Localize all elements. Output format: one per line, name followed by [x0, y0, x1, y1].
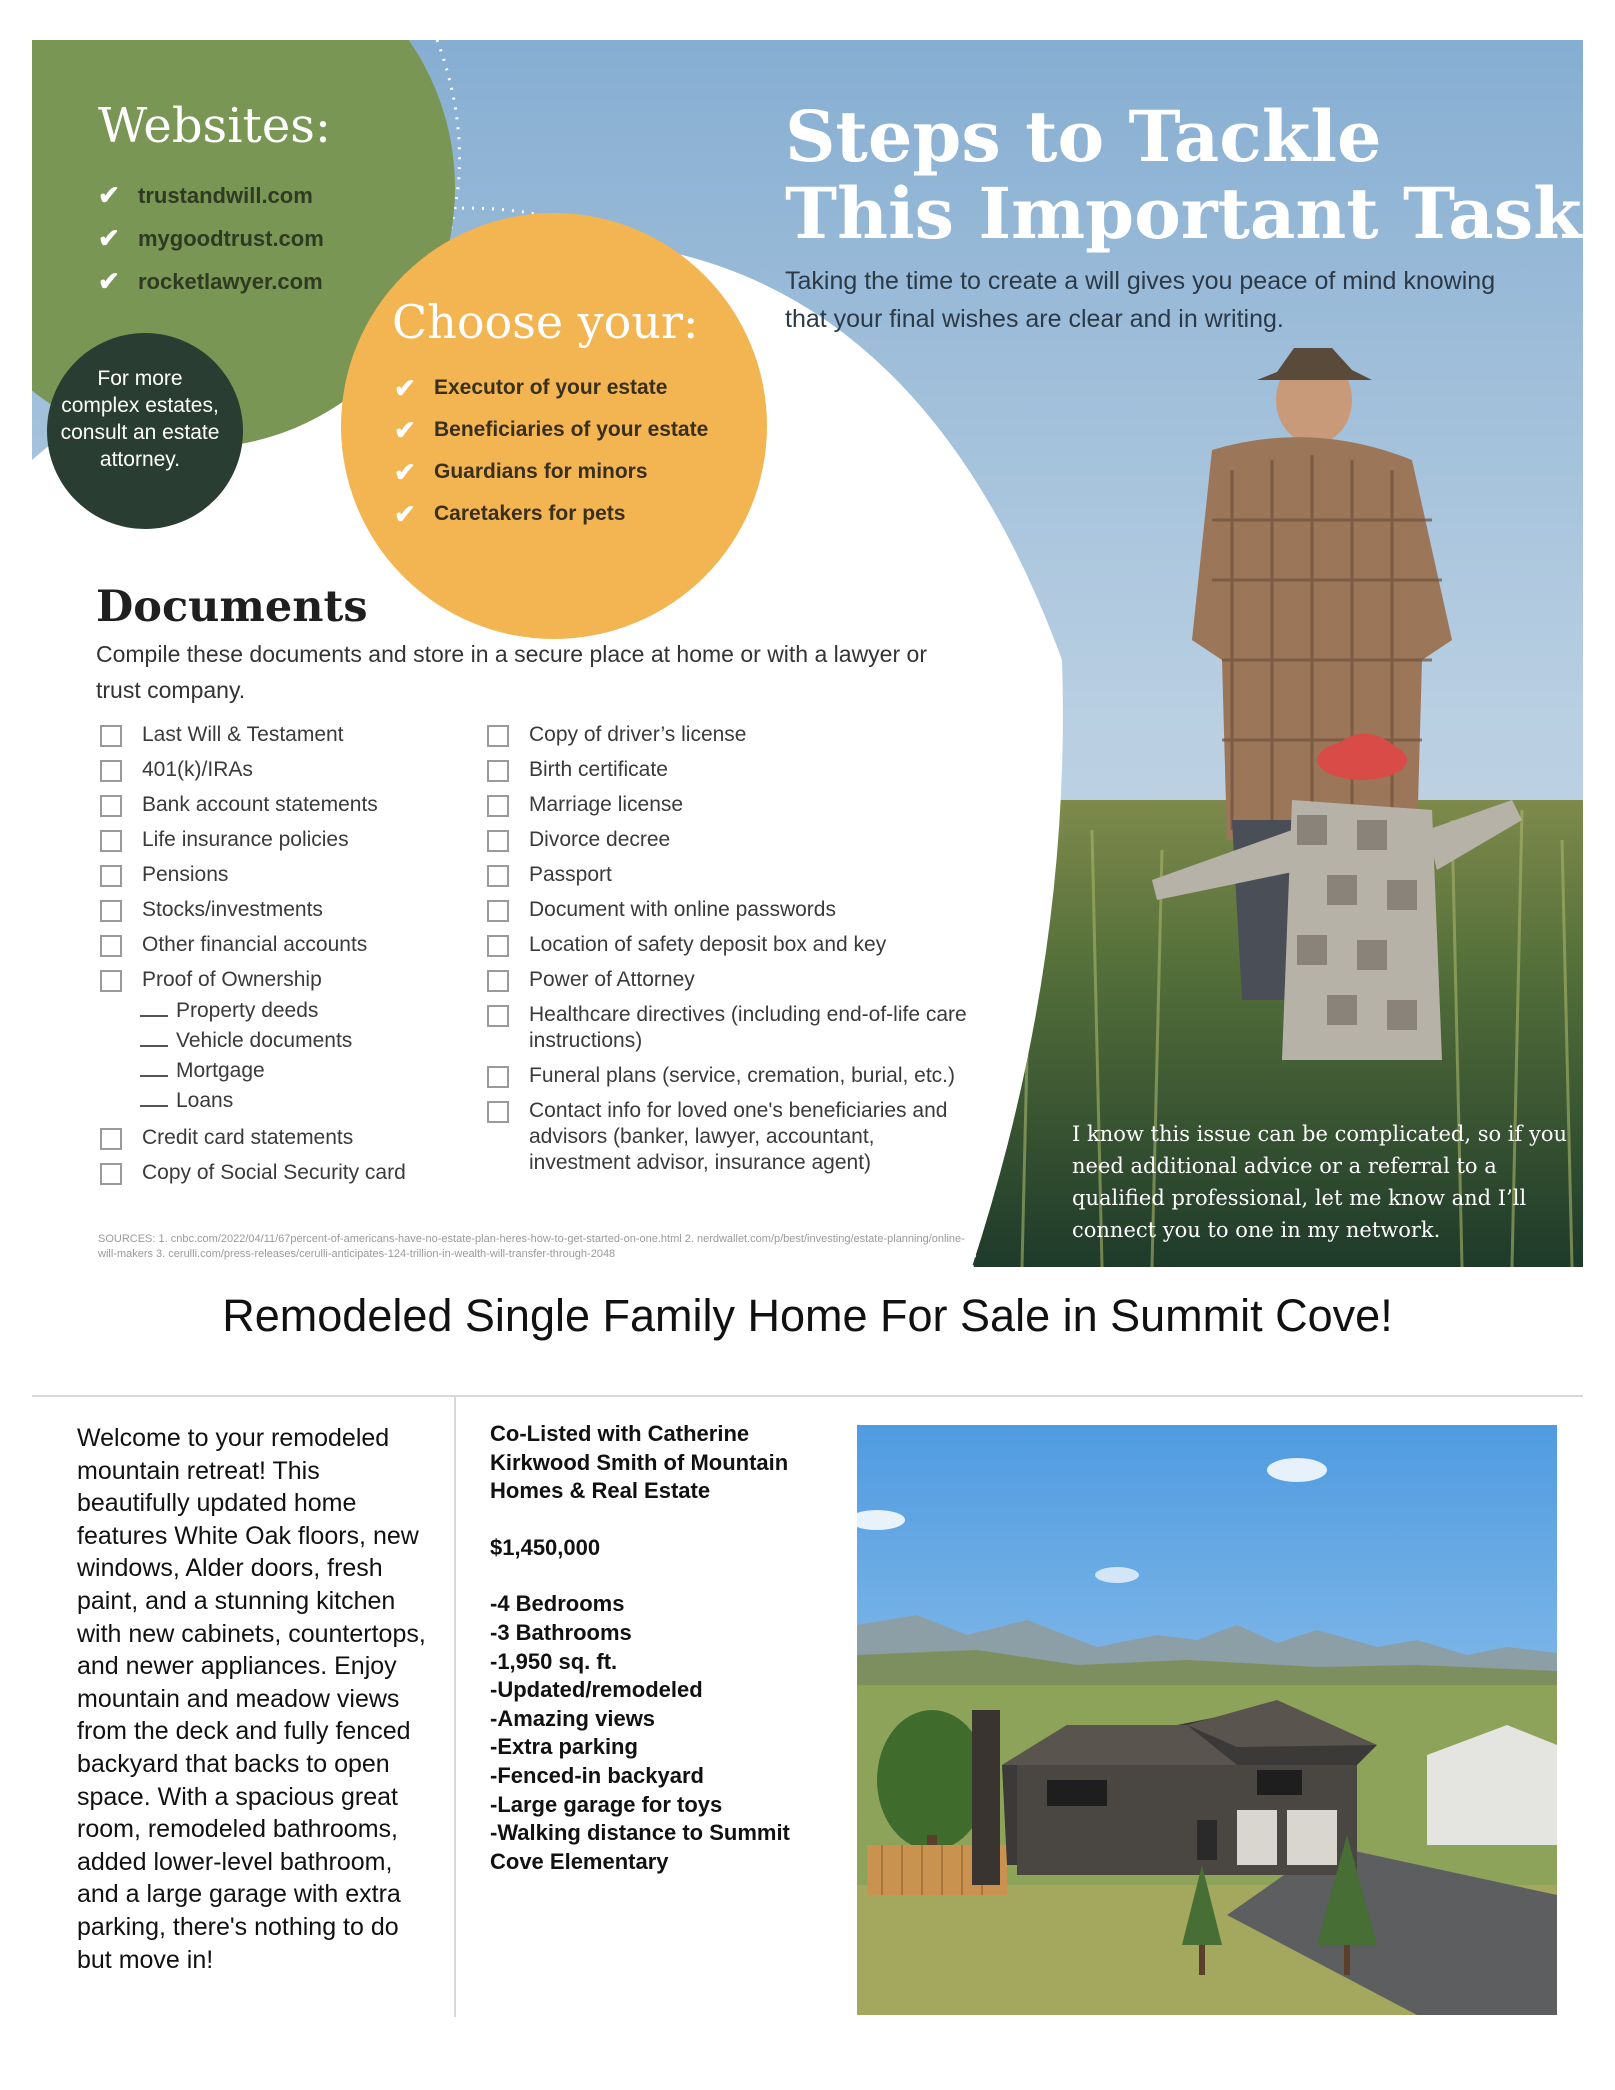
choose-title: Choose your:: [392, 295, 699, 349]
documents-title: Documents: [96, 582, 368, 632]
feature-item: -Updated/remodeled: [490, 1677, 703, 1703]
checkbox[interactable]: [100, 830, 122, 852]
steps-subtitle: Taking the time to create a will gives you peace of mind knowing that your final wishes are clear and in writing.: [785, 267, 1496, 333]
checkbox[interactable]: [100, 725, 122, 747]
checklist-item: Proof of Ownership: [100, 967, 620, 993]
checkbox[interactable]: [487, 900, 509, 922]
checkbox[interactable]: [100, 900, 122, 922]
listing-price: $1,450,000: [490, 1534, 601, 1560]
checkbox[interactable]: [487, 725, 509, 747]
checkbox[interactable]: [487, 970, 509, 992]
listing-description: Welcome to your remodeled mountain retreat! This beautifully updated home features White Oak floors, new windows, Alder doors, fresh paint, and a stunning kitchen with new cabinets, countertops, and newer appliances. Enjoy mountain and meadow views from the deck and fully fenced backyard that backs to open space. With a spacious great room, remodeled bathrooms, added lower-level bathroom, and a large garage with extra parking, there's nothing to do but move in!: [77, 1424, 426, 1974]
checkmark-icon: ✔: [394, 414, 416, 445]
checklist-item: Location of safety deposit box and key: [487, 932, 1007, 958]
choose-item: ✔ Executor of your estate: [394, 372, 668, 403]
feature-item: -3 Bathrooms: [490, 1619, 632, 1645]
checkbox[interactable]: [487, 1101, 509, 1123]
checklist-item: Contact info for loved one's beneficiaries and advisors (banker, lawyer, accountant, investment advisor, insurance agent): [487, 1098, 1007, 1176]
checkbox[interactable]: [487, 935, 509, 957]
sources-note: SOURCES: 1. cnbc.com/2022/04/11/67percent-of-americans-have-no-estate-plan-heres-how-to-get-started-on-one.html 2. nerdwallet.com/p/best/investing/estate-planning/online-will-makers 3. cerulli.com/press-releases/cerulli-anticipates-124-trillion-in-wealth-will-transfer-through-2048: [98, 1233, 965, 1260]
feature-item: -Fenced-in backyard: [490, 1762, 704, 1788]
checkbox[interactable]: [100, 1128, 122, 1150]
feature-item: -4 Bedrooms: [490, 1591, 625, 1617]
checklist-item: Divorce decree: [487, 827, 1007, 853]
website-item: ✔ rocketlawyer.com: [98, 266, 323, 296]
checklist-item: Copy of Social Security card: [100, 1160, 620, 1186]
checklist-item: Copy of driver’s license: [487, 722, 1007, 748]
listing-title: Remodeled Single Family Home For Sale in Summit Cove!: [222, 1290, 1393, 1341]
estate-planning-panel: [32, 40, 1583, 1267]
checklist-item: Life insurance policies: [100, 827, 620, 853]
sub-item: Vehicle documents: [140, 1026, 620, 1056]
checkmark-icon: ✔: [394, 372, 416, 403]
checklist-item: Power of Attorney: [487, 967, 1007, 993]
checklist-item: Healthcare directives (including end-of-life care instructions): [487, 1002, 1007, 1054]
listing-details: [490, 1420, 820, 1876]
blank-line: [140, 1091, 168, 1107]
choose-item: ✔ Caretakers for pets: [394, 498, 626, 529]
websites-list: [98, 174, 398, 303]
checkbox[interactable]: [100, 1163, 122, 1185]
choose-list: [394, 367, 754, 535]
checkbox[interactable]: [487, 865, 509, 887]
checklist-item: Funeral plans (service, cremation, burial, etc.): [487, 1063, 1007, 1089]
column-divider: [454, 1397, 456, 2017]
house-photo: [857, 1425, 1557, 2015]
checkmark-icon: ✔: [394, 456, 416, 487]
checkbox[interactable]: [100, 760, 122, 782]
checklist-item: Bank account statements: [100, 792, 620, 818]
checklist-item: 401(k)/IRAs: [100, 757, 620, 783]
checkmark-icon: ✔: [98, 266, 120, 296]
checklist-item: Credit card statements: [100, 1125, 620, 1151]
checkmark-icon: ✔: [98, 180, 120, 210]
websites-title: Websites:: [98, 98, 332, 154]
checklist-item: Document with online passwords: [487, 897, 1007, 923]
checklist-item: Passport: [487, 862, 1007, 888]
feature-item: -Extra parking: [490, 1734, 638, 1760]
blank-line: [140, 1031, 168, 1047]
documents-description: Compile these documents and store in a secure place at home or with a lawyer or trust company.: [96, 641, 927, 703]
checkbox[interactable]: [487, 795, 509, 817]
feature-item: -Large garage for toys: [490, 1791, 723, 1817]
sub-item: Property deeds: [140, 996, 620, 1026]
checkbox[interactable]: [487, 1005, 509, 1027]
checklist-item: Birth certificate: [487, 757, 1007, 783]
feature-item: -Amazing views: [490, 1705, 656, 1731]
checklist-item: Stocks/investments: [100, 897, 620, 923]
checkmark-icon: ✔: [98, 223, 120, 253]
documents-column-2: [487, 722, 1007, 1185]
sub-item: Loans: [140, 1086, 620, 1116]
sub-item: Mortgage: [140, 1056, 620, 1086]
checklist-item: Pensions: [100, 862, 620, 888]
checklist-item: Other financial accounts: [100, 932, 620, 958]
choose-item: ✔ Beneficiaries of your estate: [394, 414, 709, 445]
feature-item: -1,950 sq. ft.: [490, 1648, 618, 1674]
divider: [32, 1395, 1583, 1397]
feature-item: -Walking distance to Summit Cove Elementary: [490, 1820, 790, 1874]
consult-note: For more complex estates, consult an estate attorney.: [60, 367, 220, 471]
website-item: ✔ mygoodtrust.com: [98, 223, 324, 253]
checkbox[interactable]: [487, 760, 509, 782]
checkbox[interactable]: [487, 1066, 509, 1088]
blank-line: [140, 1001, 168, 1017]
advice-note: I know this issue can be complicated, so if you need additional advice or a referral to a qualified professional, let me know and I’ll connect you to one in my network.: [1072, 1122, 1567, 1242]
checkbox[interactable]: [100, 865, 122, 887]
checklist-item: Last Will & Testament: [100, 722, 620, 748]
choose-item: ✔ Guardians for minors: [394, 456, 648, 487]
checkbox[interactable]: [100, 935, 122, 957]
steps-title: Steps to Tackle This Important Task: [785, 95, 1582, 255]
co-listed-text: Co-Listed with Catherine Kirkwood Smith of Mountain Homes & Real Estate: [490, 1421, 789, 1504]
website-item: ✔ trustandwill.com: [98, 180, 313, 210]
checkmark-icon: ✔: [394, 498, 416, 529]
checkbox[interactable]: [487, 830, 509, 852]
checkbox[interactable]: [100, 970, 122, 992]
checkbox[interactable]: [100, 795, 122, 817]
checklist-item: Marriage license: [487, 792, 1007, 818]
blank-line: [140, 1061, 168, 1077]
